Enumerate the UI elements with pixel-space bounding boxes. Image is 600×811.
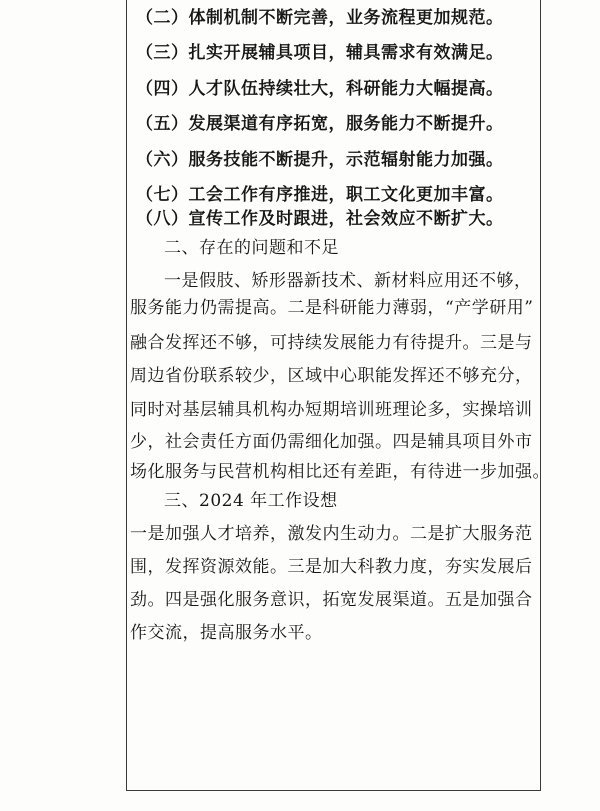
table-border-bottom <box>126 790 541 791</box>
paragraph-line: 场化服务与民营机构相比还有差距，有待进一步加强。 <box>130 462 550 482</box>
paragraph-line: 少，社会责任方面仍需细化加强。四是辅具项目外市 <box>130 432 533 452</box>
list-item: （四）人才队伍持续壮大，科研能力大幅提高。 <box>136 79 504 99</box>
list-item: （三）扎实开展辅具项目，辅具需求有效满足。 <box>136 43 504 63</box>
paragraph-line: 一是假肢、矫形器新技术、新材料应用还不够， <box>164 271 532 291</box>
table-border-right <box>540 0 541 790</box>
paragraph-line: 一是加强人才培养，激发内生动力。二是扩大服务范 <box>130 524 533 544</box>
paragraph-line: 融合发挥还不够，可持续发展能力有待提升。三是与 <box>130 333 533 353</box>
list-item: （七）工会工作有序推进，职工文化更加丰富。 <box>136 185 504 205</box>
list-item: （八）宣传工作及时跟进，社会效应不断扩大。 <box>136 209 504 229</box>
paragraph-line: 劲。四是强化服务意识，拓宽发展渠道。五是加强合 <box>130 590 533 610</box>
list-item: （六）服务技能不断提升，示范辐射能力加强。 <box>136 150 504 170</box>
section-heading: 三、2024 年工作设想 <box>164 491 338 511</box>
paragraph-line: 同时对基层辅具机构办短期培训班理论多，实操培训 <box>130 400 533 420</box>
list-item: （五）发展渠道有序拓宽，服务能力不断提升。 <box>136 114 504 134</box>
paragraph-line: 周边省份联系较少，区域中心职能发挥还不够充分， <box>130 366 533 386</box>
section-heading: 二、存在的问题和不足 <box>164 238 339 258</box>
paragraph-line: 作交流，提高服务水平。 <box>130 623 323 643</box>
list-item: （二）体制机制不断完善，业务流程更加规范。 <box>136 8 504 28</box>
paragraph-line: 围，发挥资源效能。三是加大科教力度，夯实发展后 <box>130 557 533 577</box>
table-border-left <box>126 0 127 790</box>
paragraph-line: 服务能力仍需提高。二是科研能力薄弱，“产学研用” <box>130 298 534 318</box>
